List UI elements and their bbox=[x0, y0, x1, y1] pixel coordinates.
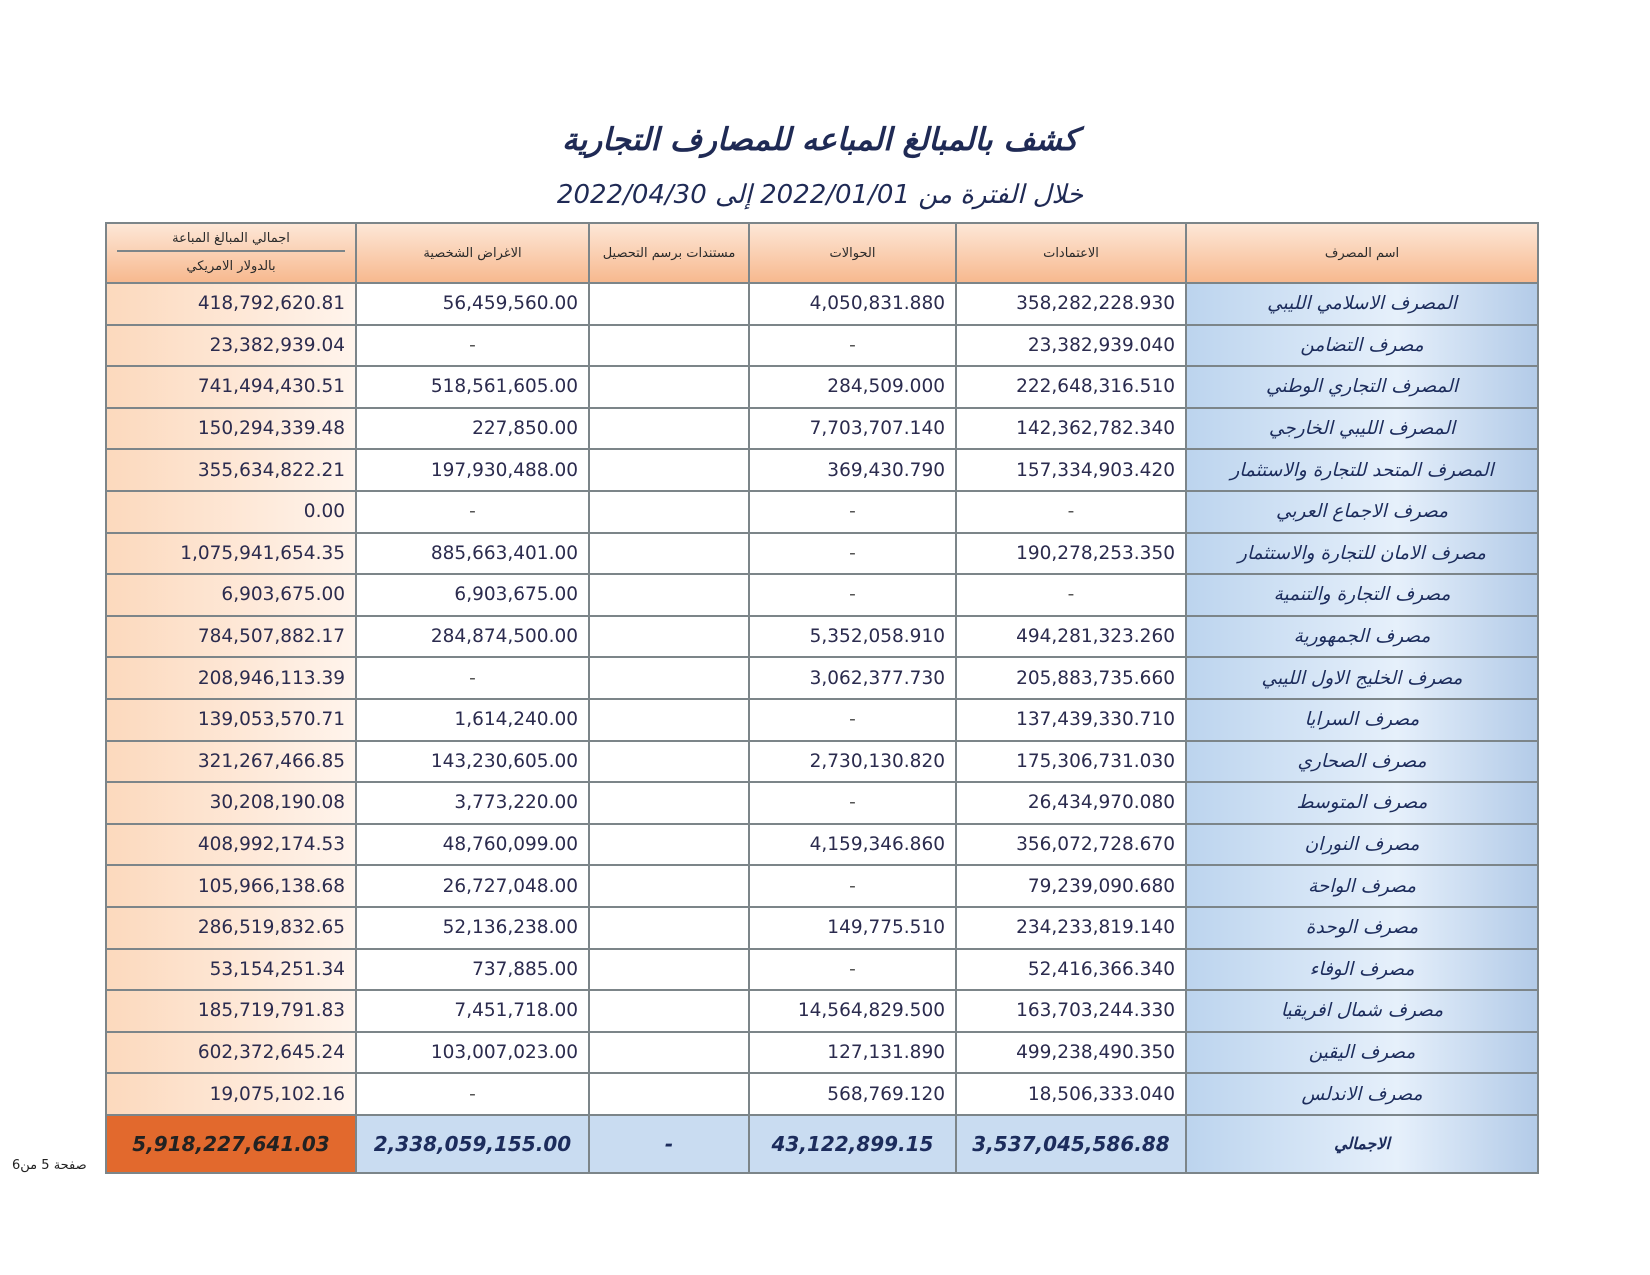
cell-letters-of-credit: 23,382,939.040 bbox=[956, 325, 1186, 367]
bank-sales-table bbox=[105, 222, 1539, 1174]
cell-transfers: 284,509.000 bbox=[749, 366, 956, 408]
header-personal-purposes: الاغراض الشخصية bbox=[356, 223, 589, 283]
cell-personal-purposes: 103,007,023.00 bbox=[356, 1032, 589, 1074]
cell-transfers: - bbox=[749, 782, 956, 824]
cell-bank-name: المصرف الاسلامي الليبي bbox=[1186, 283, 1538, 325]
table-row bbox=[106, 657, 1538, 699]
cell-collection-documents bbox=[589, 657, 749, 699]
total-transfers: 43,122,899.15 bbox=[749, 1115, 956, 1173]
cell-total-usd: 105,966,138.68 bbox=[106, 865, 356, 907]
cell-collection-documents bbox=[589, 283, 749, 325]
cell-personal-purposes: 227,850.00 bbox=[356, 408, 589, 450]
cell-transfers: - bbox=[749, 699, 956, 741]
table-row bbox=[106, 616, 1538, 658]
cell-transfers: 7,703,707.140 bbox=[749, 408, 956, 450]
cell-transfers: 3,062,377.730 bbox=[749, 657, 956, 699]
cell-total-usd: 23,382,939.04 bbox=[106, 325, 356, 367]
cell-bank-name: مصرف النوران bbox=[1186, 824, 1538, 866]
table-row bbox=[106, 907, 1538, 949]
cell-total-usd: 1,075,941,654.35 bbox=[106, 533, 356, 575]
page-number: صفحة 5 من6 bbox=[12, 1158, 87, 1173]
cell-bank-name: مصرف الصحاري bbox=[1186, 741, 1538, 783]
cell-personal-purposes: 48,760,099.00 bbox=[356, 824, 589, 866]
table-row bbox=[106, 408, 1538, 450]
cell-personal-purposes: 737,885.00 bbox=[356, 949, 589, 991]
table-header-row bbox=[106, 223, 1538, 283]
table-row bbox=[106, 283, 1538, 325]
cell-personal-purposes: 52,136,238.00 bbox=[356, 907, 589, 949]
cell-collection-documents bbox=[589, 949, 749, 991]
cell-total-usd: 30,208,190.08 bbox=[106, 782, 356, 824]
cell-personal-purposes: 885,663,401.00 bbox=[356, 533, 589, 575]
cell-total-usd: 185,719,791.83 bbox=[106, 990, 356, 1032]
cell-personal-purposes: 7,451,718.00 bbox=[356, 990, 589, 1032]
cell-collection-documents bbox=[589, 699, 749, 741]
table-row bbox=[106, 366, 1538, 408]
cell-transfers: 4,159,346.860 bbox=[749, 824, 956, 866]
cell-total-usd: 784,507,882.17 bbox=[106, 616, 356, 658]
cell-letters-of-credit: 358,282,228.930 bbox=[956, 283, 1186, 325]
cell-collection-documents bbox=[589, 782, 749, 824]
cell-total-usd: 53,154,251.34 bbox=[106, 949, 356, 991]
grand-total-usd: 5,918,227,641.03 bbox=[106, 1115, 356, 1173]
cell-bank-name: المصرف التجاري الوطني bbox=[1186, 366, 1538, 408]
cell-total-usd: 408,992,174.53 bbox=[106, 824, 356, 866]
header-total-line1: اجمالي المبالغ المباعة bbox=[117, 225, 345, 252]
cell-collection-documents bbox=[589, 574, 749, 616]
cell-collection-documents bbox=[589, 366, 749, 408]
cell-letters-of-credit: 494,281,323.260 bbox=[956, 616, 1186, 658]
cell-bank-name: مصرف الواحة bbox=[1186, 865, 1538, 907]
totals-label: الاجمالي bbox=[1186, 1115, 1538, 1173]
table-body bbox=[106, 283, 1538, 1115]
cell-total-usd: 602,372,645.24 bbox=[106, 1032, 356, 1074]
table-row bbox=[106, 491, 1538, 533]
table-row bbox=[106, 325, 1538, 367]
table-row bbox=[106, 449, 1538, 491]
table-row bbox=[106, 949, 1538, 991]
cell-collection-documents bbox=[589, 491, 749, 533]
cell-transfers: - bbox=[749, 325, 956, 367]
cell-collection-documents bbox=[589, 1073, 749, 1115]
header-bank-name: اسم المصرف bbox=[1186, 223, 1538, 283]
cell-total-usd: 355,634,822.21 bbox=[106, 449, 356, 491]
cell-letters-of-credit: 157,334,903.420 bbox=[956, 449, 1186, 491]
table-row bbox=[106, 533, 1538, 575]
cell-letters-of-credit: 222,648,316.510 bbox=[956, 366, 1186, 408]
cell-transfers: 2,730,130.820 bbox=[749, 741, 956, 783]
cell-letters-of-credit: 190,278,253.350 bbox=[956, 533, 1186, 575]
total-collection-documents: - bbox=[589, 1115, 749, 1173]
cell-letters-of-credit: 142,362,782.340 bbox=[956, 408, 1186, 450]
cell-collection-documents bbox=[589, 865, 749, 907]
cell-transfers: 127,131.890 bbox=[749, 1032, 956, 1074]
cell-bank-name: مصرف الاندلس bbox=[1186, 1073, 1538, 1115]
cell-personal-purposes: 518,561,605.00 bbox=[356, 366, 589, 408]
table-row bbox=[106, 1032, 1538, 1074]
cell-personal-purposes: 26,727,048.00 bbox=[356, 865, 589, 907]
cell-total-usd: 418,792,620.81 bbox=[106, 283, 356, 325]
cell-letters-of-credit: 175,306,731.030 bbox=[956, 741, 1186, 783]
cell-personal-purposes: - bbox=[356, 1073, 589, 1115]
cell-collection-documents bbox=[589, 408, 749, 450]
cell-personal-purposes: 56,459,560.00 bbox=[356, 283, 589, 325]
cell-transfers: - bbox=[749, 491, 956, 533]
cell-letters-of-credit: 52,416,366.340 bbox=[956, 949, 1186, 991]
total-personal-purposes: 2,338,059,155.00 bbox=[356, 1115, 589, 1173]
cell-total-usd: 741,494,430.51 bbox=[106, 366, 356, 408]
table-row bbox=[106, 741, 1538, 783]
cell-letters-of-credit: 18,506,333.040 bbox=[956, 1073, 1186, 1115]
cell-collection-documents bbox=[589, 325, 749, 367]
cell-total-usd: 286,519,832.65 bbox=[106, 907, 356, 949]
header-letters-of-credit: الاعتمادات bbox=[956, 223, 1186, 283]
cell-bank-name: مصرف السرايا bbox=[1186, 699, 1538, 741]
cell-bank-name: المصرف الليبي الخارجي bbox=[1186, 408, 1538, 450]
header-transfers: الحوالات bbox=[749, 223, 956, 283]
header-total-line2: بالدولار الامريكي bbox=[186, 259, 276, 274]
cell-bank-name: مصرف اليقين bbox=[1186, 1032, 1538, 1074]
cell-transfers: - bbox=[749, 949, 956, 991]
table-row bbox=[106, 1073, 1538, 1115]
cell-transfers: 14,564,829.500 bbox=[749, 990, 956, 1032]
totals-row bbox=[106, 1115, 1538, 1173]
cell-letters-of-credit: - bbox=[956, 491, 1186, 533]
cell-collection-documents bbox=[589, 616, 749, 658]
cell-transfers: - bbox=[749, 533, 956, 575]
cell-collection-documents bbox=[589, 1032, 749, 1074]
cell-bank-name: المصرف المتحد للتجارة والاستثمار bbox=[1186, 449, 1538, 491]
header-total-usd bbox=[106, 223, 356, 283]
cell-personal-purposes: - bbox=[356, 325, 589, 367]
cell-transfers: 4,050,831.880 bbox=[749, 283, 956, 325]
cell-collection-documents bbox=[589, 449, 749, 491]
cell-personal-purposes: 6,903,675.00 bbox=[356, 574, 589, 616]
total-letters-of-credit: 3,537,045,586.88 bbox=[956, 1115, 1186, 1173]
cell-bank-name: مصرف التجارة والتنمية bbox=[1186, 574, 1538, 616]
cell-total-usd: 0.00 bbox=[106, 491, 356, 533]
cell-transfers: 568,769.120 bbox=[749, 1073, 956, 1115]
header-collection-documents: مستندات برسم التحصيل bbox=[589, 223, 749, 283]
cell-personal-purposes: - bbox=[356, 491, 589, 533]
cell-transfers: - bbox=[749, 574, 956, 616]
cell-letters-of-credit: 163,703,244.330 bbox=[956, 990, 1186, 1032]
cell-letters-of-credit: 26,434,970.080 bbox=[956, 782, 1186, 824]
document-title: كشف بالمبالغ المباعه للمصارف التجارية bbox=[562, 122, 1078, 158]
cell-bank-name: مصرف الاجماع العربي bbox=[1186, 491, 1538, 533]
cell-bank-name: مصرف الوفاء bbox=[1186, 949, 1538, 991]
cell-total-usd: 139,053,570.71 bbox=[106, 699, 356, 741]
cell-transfers: 369,430.790 bbox=[749, 449, 956, 491]
cell-collection-documents bbox=[589, 990, 749, 1032]
cell-total-usd: 19,075,102.16 bbox=[106, 1073, 356, 1115]
table-row bbox=[106, 574, 1538, 616]
cell-personal-purposes: 143,230,605.00 bbox=[356, 741, 589, 783]
table-row bbox=[106, 865, 1538, 907]
cell-letters-of-credit: - bbox=[956, 574, 1186, 616]
cell-bank-name: مصرف الخليج الاول الليبي bbox=[1186, 657, 1538, 699]
table-row bbox=[106, 824, 1538, 866]
cell-collection-documents bbox=[589, 741, 749, 783]
cell-letters-of-credit: 137,439,330.710 bbox=[956, 699, 1186, 741]
cell-total-usd: 208,946,113.39 bbox=[106, 657, 356, 699]
cell-total-usd: 6,903,675.00 bbox=[106, 574, 356, 616]
cell-total-usd: 150,294,339.48 bbox=[106, 408, 356, 450]
cell-letters-of-credit: 79,239,090.680 bbox=[956, 865, 1186, 907]
cell-letters-of-credit: 205,883,735.660 bbox=[956, 657, 1186, 699]
cell-collection-documents bbox=[589, 824, 749, 866]
cell-bank-name: مصرف شمال افريقيا bbox=[1186, 990, 1538, 1032]
cell-bank-name: مصرف الجمهورية bbox=[1186, 616, 1538, 658]
cell-personal-purposes: 3,773,220.00 bbox=[356, 782, 589, 824]
cell-personal-purposes: 1,614,240.00 bbox=[356, 699, 589, 741]
cell-transfers: 5,352,058.910 bbox=[749, 616, 956, 658]
cell-collection-documents bbox=[589, 533, 749, 575]
cell-letters-of-credit: 356,072,728.670 bbox=[956, 824, 1186, 866]
table-row bbox=[106, 699, 1538, 741]
cell-personal-purposes: - bbox=[356, 657, 589, 699]
cell-personal-purposes: 197,930,488.00 bbox=[356, 449, 589, 491]
table-row bbox=[106, 782, 1538, 824]
cell-bank-name: مصرف الوحدة bbox=[1186, 907, 1538, 949]
cell-transfers: 149,775.510 bbox=[749, 907, 956, 949]
document-subtitle: خلال الفترة من 2022/01/01 إلى 2022/04/30 bbox=[556, 180, 1084, 210]
cell-personal-purposes: 284,874,500.00 bbox=[356, 616, 589, 658]
cell-collection-documents bbox=[589, 907, 749, 949]
cell-bank-name: مصرف الامان للتجارة والاستثمار bbox=[1186, 533, 1538, 575]
table-row bbox=[106, 990, 1538, 1032]
cell-letters-of-credit: 499,238,490.350 bbox=[956, 1032, 1186, 1074]
cell-bank-name: مصرف المتوسط bbox=[1186, 782, 1538, 824]
cell-total-usd: 321,267,466.85 bbox=[106, 741, 356, 783]
cell-transfers: - bbox=[749, 865, 956, 907]
cell-letters-of-credit: 234,233,819.140 bbox=[956, 907, 1186, 949]
cell-bank-name: مصرف التضامن bbox=[1186, 325, 1538, 367]
